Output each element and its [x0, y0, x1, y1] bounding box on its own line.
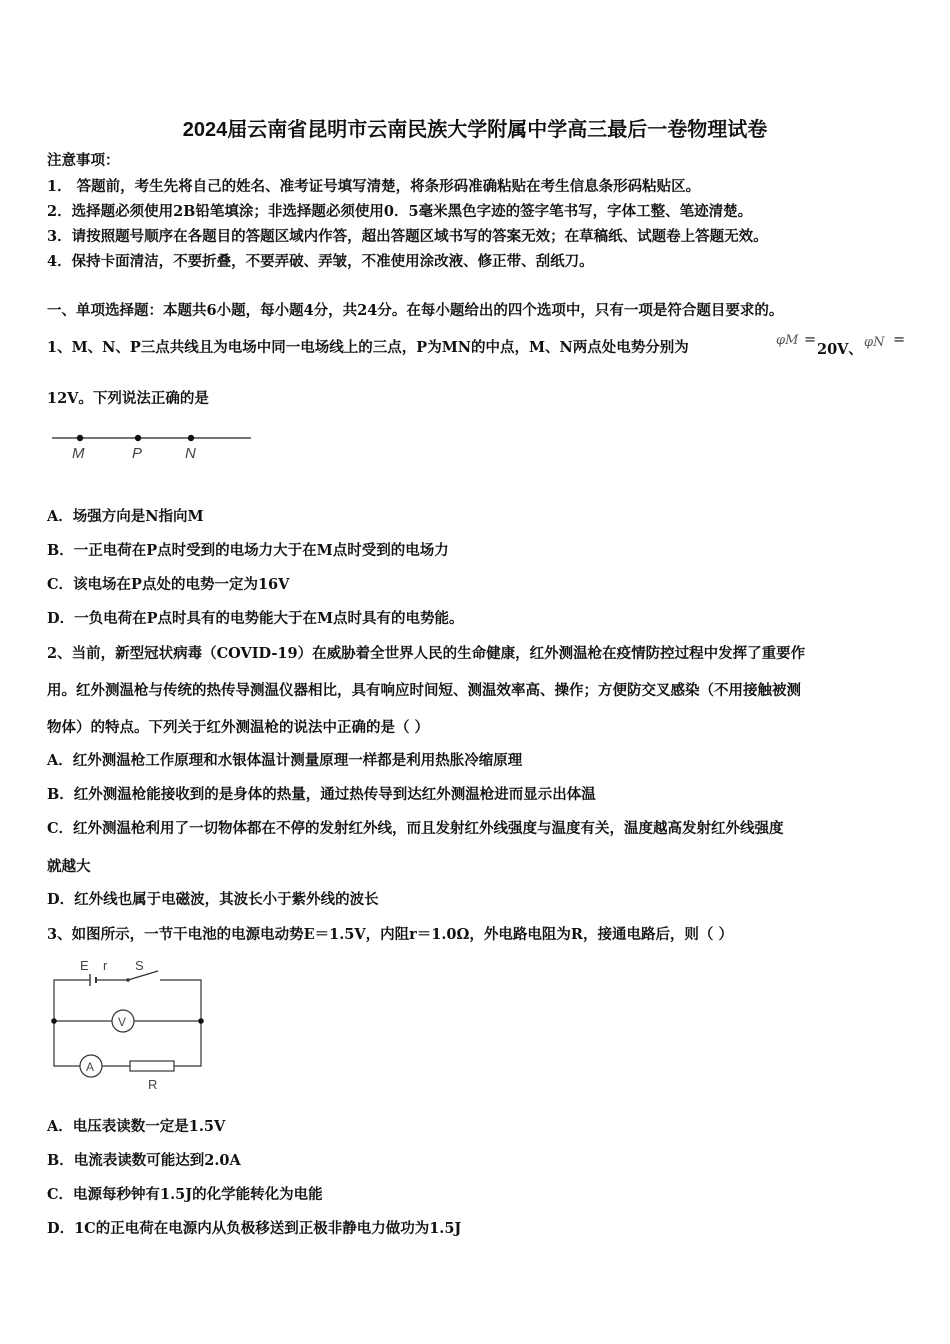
notice-heading: 注意事项：: [47, 152, 120, 169]
q2-stem: 2、当前，新型冠状病毒（COVID-19）在威胁着全世界人民的生命健康，红外测温枪在疫情防控过程中发挥了重要作: [47, 645, 806, 662]
wire: [160, 980, 201, 1021]
field-line-figure: [48, 425, 258, 467]
point-p: [135, 435, 141, 441]
circuit-diagram: [46, 955, 206, 1095]
point-m: [77, 435, 83, 441]
equals-sign: =: [893, 332, 906, 348]
label-s: S: [135, 958, 144, 973]
equals-sign: =: [804, 332, 817, 348]
q1-stem: 1、M、N、P三点共线且为电场中同一电场线上的三点，P为MN的中点，M、N两点处电势分别为: [47, 339, 689, 356]
label-e: E: [80, 958, 89, 973]
phi-n-symbol: φN: [864, 335, 885, 350]
notice-item: 2．选择题必须使用2B铅笔填涂；非选择题必须使用0．5毫米黑色字迹的签字笔书写，字体工整、笔迹清楚。: [47, 203, 753, 220]
q1-stem-continued: 12V。下列说法正确的是: [47, 390, 209, 407]
q3-option-c: C．电源每秒钟有1.5J的化学能转化为电能: [47, 1186, 323, 1203]
q2-stem: 物体）的特点。下列关于红外测温枪的说法中正确的是（ ）: [47, 719, 430, 736]
q2-option-b: B．红外测温枪能接收到的是身体的热量，通过热传导到达红外测温枪进而显示出体温: [47, 786, 596, 803]
label-v: V: [118, 1015, 127, 1029]
point-n: [188, 435, 194, 441]
label-n: N: [185, 445, 196, 462]
q1-option-a: A．场强方向是N指向M: [47, 508, 204, 525]
resistor: [130, 1061, 174, 1071]
label-r-internal: r: [103, 958, 108, 973]
q3-option-a: A．电压表读数一定是1.5V: [47, 1118, 226, 1135]
label-a: A: [86, 1060, 95, 1074]
notice-item: 3．请按照题号顺序在各题目的答题区域内作答，超出答题区域书写的答案无效；在草稿纸、试题卷上答题无效。: [47, 228, 768, 245]
q1-option-b: B．一正电荷在P点时受到的电场力大于在M点时受到的电场力: [47, 542, 449, 559]
q1-option-c: C．该电场在P点处的电势一定为16V: [47, 576, 290, 593]
label-p: P: [132, 445, 143, 462]
label-m: M: [72, 445, 85, 462]
junction-node: [51, 1018, 57, 1024]
q2-option-c-continued: 就越大: [47, 858, 91, 875]
section-heading: 一、单项选择题：本题共6小题，每小题4分，共24分。在每小题给出的四个选项中，只有一项是符合题目要求的。: [47, 302, 784, 319]
wire: [54, 980, 90, 1021]
notice-item: 4．保持卡面清洁，不要折叠，不要弄破、弄皱，不准使用涂改液、修正带、刮纸刀。: [47, 253, 594, 270]
notice-item: 1． 答题前，考生先将自己的姓名、准考证号填写清楚，将条形码准确粘贴在考生信息条形码粘贴区。: [47, 178, 701, 195]
q1-option-d: D．一负电荷在P点时具有的电势能大于在M点时具有的电势能。: [47, 610, 464, 627]
q2-option-a: A．红外测温枪工作原理和水银体温计测量原理一样都是利用热胀冷缩原理: [47, 752, 523, 769]
q2-stem: 用。红外测温枪与传统的热传导测温仪器相比，具有响应时间短、测温效率高、操作；方便防交叉感染（不用接触被测: [47, 682, 801, 699]
page-title: 2024届云南省昆明市云南民族大学附属中学高三最后一卷物理试卷: [182, 119, 768, 141]
phi-m-value: 20V、: [817, 341, 863, 358]
junction-node: [198, 1018, 204, 1024]
q2-option-d: D．红外线也属于电磁波，其波长小于紫外线的波长: [47, 891, 379, 908]
switch-node: [126, 978, 130, 982]
wire: [54, 1021, 80, 1066]
q3-option-d: D．1C的正电荷在电源内从负极移送到正极非静电力做功为1.5J: [47, 1220, 462, 1237]
label-r: R: [148, 1077, 158, 1092]
q3-option-b: B．电流表读数可能达到2.0A: [47, 1152, 241, 1169]
q3-stem: 3、如图所示，一节干电池的电源电动势E＝1.5V，内阻r＝1.0Ω，外电路电阻为R，接通电路后，则（ ）: [47, 926, 733, 943]
wire: [174, 1021, 201, 1066]
q2-option-c: C．红外测温枪利用了一切物体都在不停的发射红外线，而且发射红外线强度与温度有关，温度越高发射红外线强度: [47, 820, 784, 837]
phi-m-symbol: φM: [776, 333, 799, 348]
